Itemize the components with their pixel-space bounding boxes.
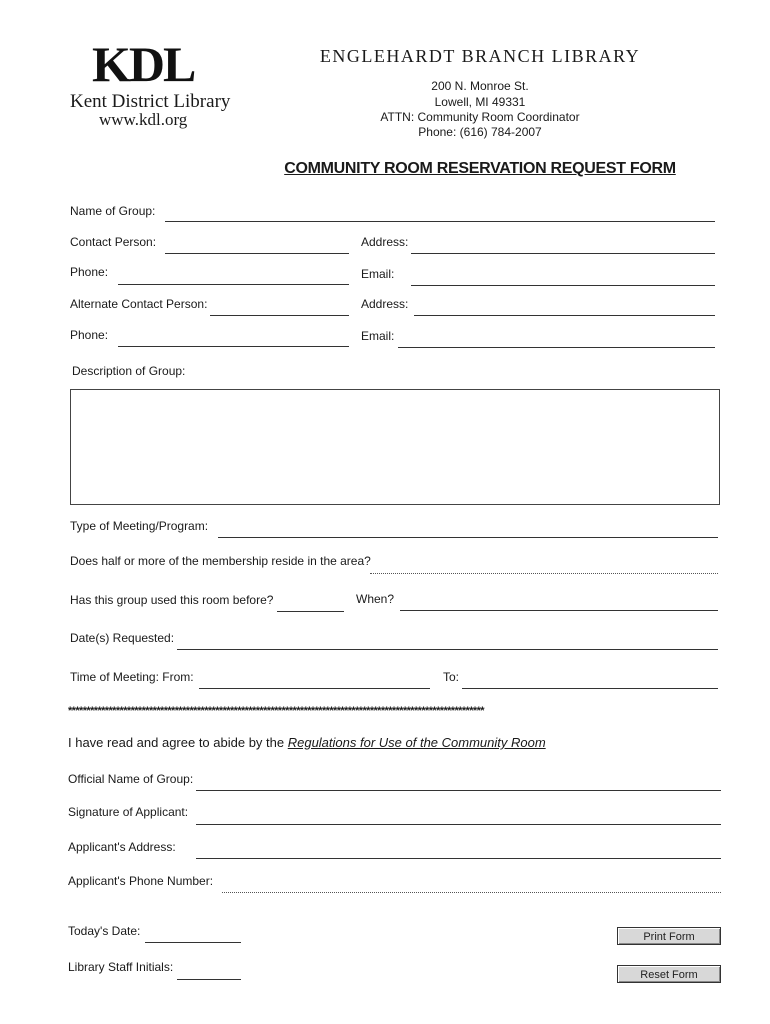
separator-stars: ***************************************************************************************************************** bbox=[68, 705, 484, 717]
branch-street: 200 N. Monroe St. bbox=[431, 79, 529, 93]
time-to-field[interactable] bbox=[462, 688, 718, 689]
contact-phone-field[interactable] bbox=[118, 284, 349, 285]
regulations-link[interactable]: Regulations for Use of the Community Room bbox=[287, 735, 546, 750]
alt-phone-label: Phone: bbox=[70, 328, 109, 342]
reset-form-button[interactable]: Reset Form bbox=[617, 965, 721, 983]
todays-date-field[interactable] bbox=[145, 942, 241, 943]
meeting-type-label: Type of Meeting/Program: bbox=[70, 519, 209, 533]
alt-email-label: Email: bbox=[361, 329, 395, 343]
agreement-prefix: I have read and agree to abide by the bbox=[68, 735, 288, 750]
applicant-phone-label: Applicant's Phone Number: bbox=[68, 874, 214, 888]
alt-address-label: Address: bbox=[361, 297, 409, 311]
meeting-type-field[interactable] bbox=[218, 537, 718, 538]
library-website: www.kdl.org bbox=[99, 110, 188, 129]
form-title: COMMUNITY ROOM RESERVATION REQUEST FORM bbox=[284, 160, 676, 177]
contact-person-field[interactable] bbox=[165, 253, 349, 254]
applicant-phone-field[interactable] bbox=[222, 892, 721, 893]
contact-email-field[interactable] bbox=[411, 285, 715, 286]
dates-requested-field[interactable] bbox=[177, 649, 718, 650]
time-from-field[interactable] bbox=[199, 688, 430, 689]
official-name-field[interactable] bbox=[196, 790, 721, 791]
contact-address-label: Address: bbox=[361, 235, 409, 249]
library-name: Kent District Library bbox=[70, 91, 231, 112]
applicant-address-field[interactable] bbox=[196, 858, 721, 859]
branch-attn: ATTN: Community Room Coordinator bbox=[380, 110, 580, 124]
signature-label: Signature of Applicant: bbox=[68, 805, 189, 819]
time-to-label: To: bbox=[443, 670, 460, 684]
when-field[interactable] bbox=[400, 610, 718, 611]
branch-phone: Phone: (616) 784-2007 bbox=[418, 125, 542, 139]
staff-initials-label: Library Staff Initials: bbox=[68, 960, 174, 974]
alt-phone-field[interactable] bbox=[118, 346, 349, 347]
print-form-button[interactable]: Print Form bbox=[617, 927, 721, 945]
contact-person-label: Contact Person: bbox=[70, 235, 157, 249]
name-of-group-field[interactable] bbox=[165, 221, 715, 222]
contact-phone-label: Phone: bbox=[70, 265, 109, 279]
alt-email-field[interactable] bbox=[398, 347, 715, 348]
contact-address-field[interactable] bbox=[411, 253, 715, 254]
used-before-label: Has this group used this room before? bbox=[70, 593, 274, 607]
staff-initials-field[interactable] bbox=[177, 979, 241, 980]
branch-city: Lowell, MI 49331 bbox=[434, 95, 526, 109]
when-label: When? bbox=[356, 592, 395, 606]
description-label: Description of Group: bbox=[72, 364, 186, 378]
alt-contact-label: Alternate Contact Person: bbox=[70, 297, 208, 311]
contact-email-label: Email: bbox=[361, 267, 395, 281]
time-from-label: Time of Meeting: From: bbox=[70, 670, 194, 684]
official-name-label: Official Name of Group: bbox=[68, 772, 194, 786]
signature-field[interactable] bbox=[196, 824, 721, 825]
applicant-address-label: Applicant's Address: bbox=[68, 840, 176, 854]
description-box[interactable] bbox=[70, 389, 720, 505]
name-of-group-label: Name of Group: bbox=[70, 204, 156, 218]
membership-field[interactable] bbox=[370, 573, 718, 574]
agreement-text bbox=[68, 735, 546, 750]
todays-date-label: Today's Date: bbox=[68, 924, 141, 938]
alt-contact-field[interactable] bbox=[210, 315, 349, 316]
kdl-logo: KDL bbox=[92, 36, 195, 92]
membership-question-label: Does half or more of the membership reside in the area? bbox=[70, 554, 371, 568]
used-before-field[interactable] bbox=[277, 611, 344, 612]
dates-requested-label: Date(s) Requested: bbox=[70, 631, 175, 645]
alt-address-field[interactable] bbox=[414, 315, 715, 316]
branch-name: ENGLEHARDT BRANCH LIBRARY bbox=[319, 46, 641, 66]
